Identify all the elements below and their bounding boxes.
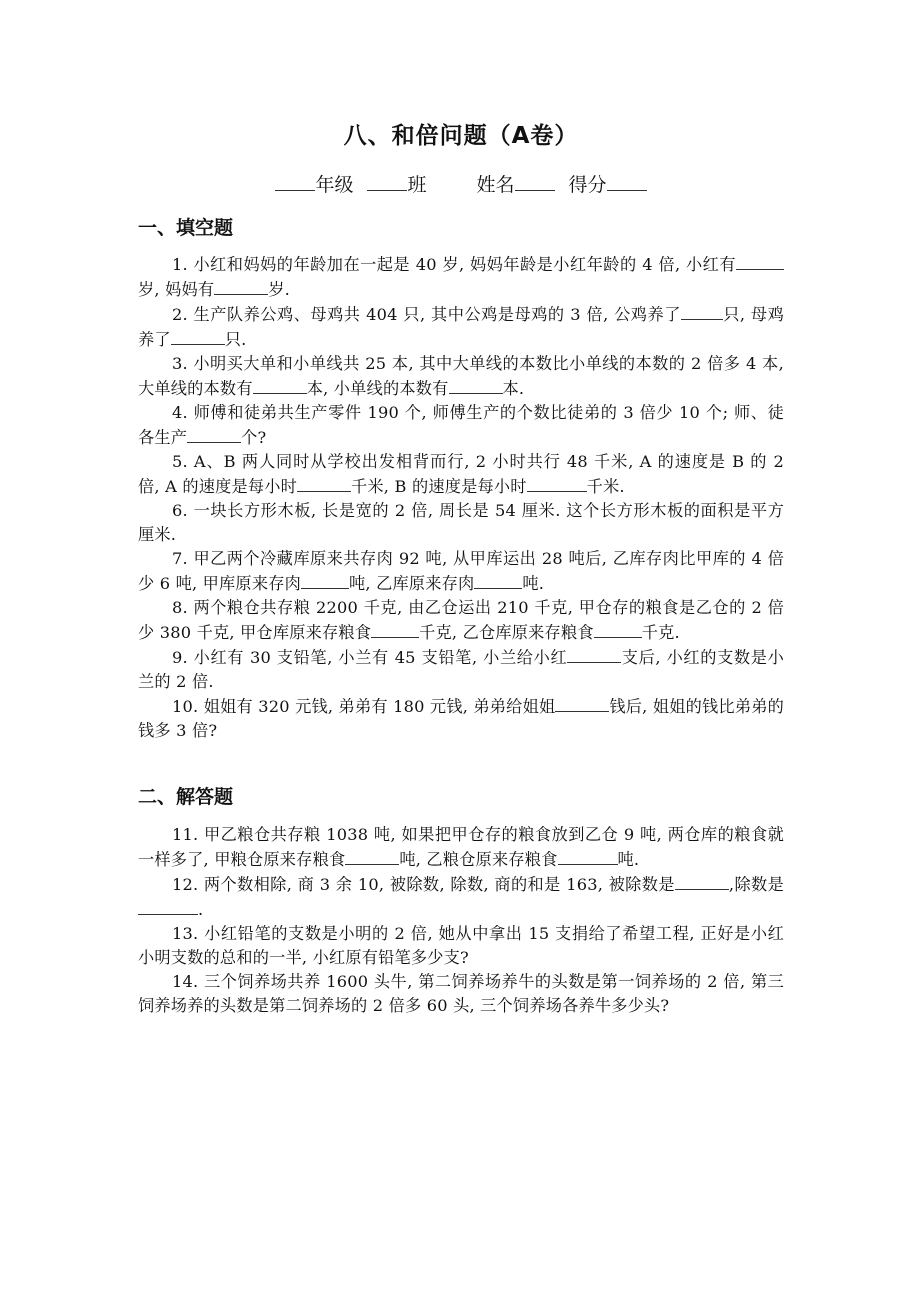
section-heading-solve: 二、解答题 (138, 786, 234, 808)
answer-blank[interactable] (558, 847, 618, 865)
grade-blank[interactable] (275, 168, 315, 191)
question-8: 8. 两个粮仓共存粮 2200 千克, 由乙仓运出 210 千克, 甲仓存的粮食是乙仓的 2 倍少 380 千克, 甲仓库原来存粮食 千克, 乙仓库原来存粮食 千克. (138, 598, 784, 642)
score-label: 得分 (568, 174, 607, 196)
section-heading-fill-in: 一、填空题 (138, 217, 234, 239)
solve-questions (138, 823, 784, 1018)
answer-blank[interactable] (567, 645, 621, 663)
fill-in-questions (138, 252, 784, 743)
question-4: 4. 师傅和徒弟共生产零件 190 个, 师傅生产的个数比徒弟的 3 倍少 10 个; 师、徒各生产 个? (138, 403, 784, 447)
question-2: 2. 生产队养公鸡、母鸡共 404 只, 其中公鸡是母鸡的 3 倍, 公鸡养了 只, 母鸡养了 只. (138, 302, 784, 352)
answer-blank[interactable] (675, 872, 729, 890)
question-6: 6. 一块长方形木板, 长是宽的 2 倍, 周长是 54 厘米. 这个长方形木板的面积是平方厘米. (138, 501, 784, 544)
answer-blank[interactable] (345, 847, 399, 865)
answer-blank[interactable] (736, 252, 784, 270)
answer-blank[interactable] (297, 474, 351, 492)
answer-blank[interactable] (301, 571, 349, 589)
answer-blank[interactable] (555, 694, 609, 712)
answer-blank[interactable] (371, 620, 419, 638)
name-label: 姓名 (476, 174, 515, 196)
question-3: 3. 小明买大单和小单线共 25 本, 其中大单线的本数比小单线的本数的 2 倍多 4 本, 大单线的本数有 本, 小单线的本数有 本. (138, 354, 784, 398)
answer-blank[interactable] (474, 571, 522, 589)
question-12: 12. 两个数相除, 商 3 余 10, 被除数, 除数, 商的和是 163, 被除数是 ,除数是. (138, 872, 784, 922)
answer-blank[interactable] (527, 474, 587, 492)
score-blank[interactable] (607, 168, 647, 191)
answer-blank[interactable] (171, 327, 225, 345)
question-5: 5. A、B 两人同时从学校出发相背而行, 2 小时共行 48 千米, A 的速度是 B 的 2 倍, A 的速度是每小时 千米, B 的速度是每小时 千米. (138, 452, 784, 496)
question-14: 14. 三个饲养场共养 1600 头牛, 第二饲养场养牛的头数是第一饲养场的 2 倍, 第三饲养场养的头数是第二饲养场的 2 倍多 60 头, 三个饲养场各养牛多少头? (138, 972, 784, 1015)
class-label: 班 (407, 174, 427, 196)
question-10: 10. 姐姐有 320 元钱, 弟弟有 180 元钱, 弟弟给姐姐 钱后, 姐姐的钱比弟弟的钱多 3 倍? (138, 694, 784, 743)
class-blank[interactable] (367, 168, 407, 191)
answer-blank[interactable] (214, 277, 268, 295)
name-blank[interactable] (515, 168, 555, 191)
question-7: 7. 甲乙两个冷藏库原来共存肉 92 吨, 从甲库运出 28 吨后, 乙库存肉比甲库的 4 倍少 6 吨, 甲库原来存肉 吨, 乙库原来存肉 吨. (138, 549, 784, 593)
worksheet-page (138, 118, 784, 1018)
student-info-line (138, 168, 784, 198)
page-title: 八、和倍问题（A卷） (343, 123, 579, 149)
answer-blank[interactable] (681, 302, 723, 320)
question-13: 13. 小红铅笔的支数是小明的 2 倍, 她从中拿出 15 支捐给了希望工程, 正好是小红小明支数的总和的一半, 小红原有铅笔多少支? (138, 924, 784, 967)
grade-label: 年级 (315, 174, 354, 196)
answer-blank[interactable] (449, 376, 503, 394)
answer-blank[interactable] (187, 425, 241, 443)
question-11: 11. 甲乙粮仓共存粮 1038 吨, 如果把甲仓存的粮食放到乙仓 9 吨, 两仓库的粮食就一样多了, 甲粮仓原来存粮食 吨, 乙粮仓原来存粮食 吨. (138, 825, 784, 869)
answer-blank[interactable] (253, 376, 307, 394)
answer-blank[interactable] (594, 620, 642, 638)
question-9: 9. 小红有 30 支铅笔, 小兰有 45 支铅笔, 小兰给小红 支后, 小红的支数是小兰的 2 倍. (138, 645, 784, 694)
answer-blank[interactable] (138, 897, 198, 915)
question-1: 1. 小红和妈妈的年龄加在一起是 40 岁, 妈妈年龄是小红年龄的 4 倍, 小红有岁, 妈妈有 岁. (138, 252, 784, 302)
